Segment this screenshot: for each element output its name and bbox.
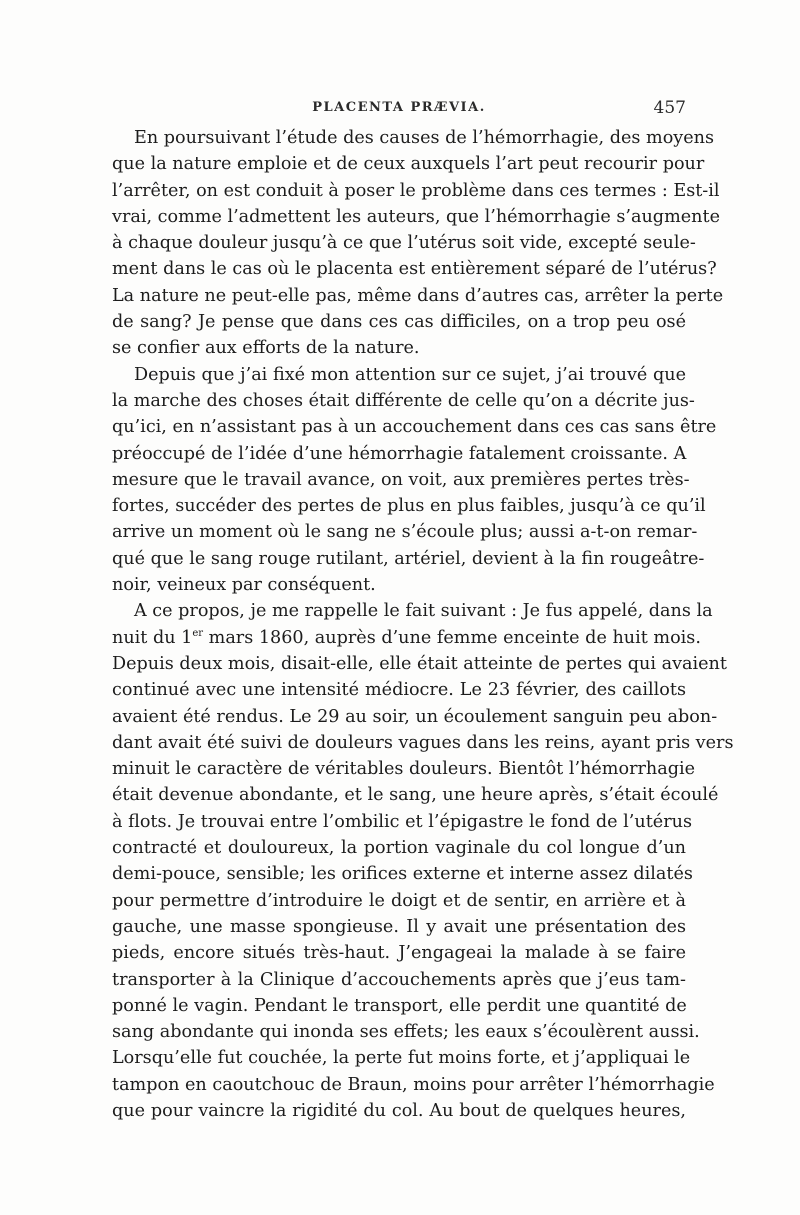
text-line: était devenue abondante, et le sang, une heure après, s’était écoulé: [112, 785, 719, 806]
running-title: PLACENTA PRÆVIA.: [312, 100, 486, 115]
text-fragment: mars 1860, auprès d’une femme enceinte de huit mois.: [203, 627, 701, 648]
text-line: l’arrêter, on est conduit à poser le problème dans ces termes : Est-il: [112, 180, 720, 201]
text-line: Depuis que j’ai fixé mon attention sur ce sujet, j’ai trouvé que: [134, 364, 686, 385]
text-line: avaient été rendus. Le 29 au soir, un écoulement sanguin peu abon-: [112, 706, 718, 727]
text-line: dant avait été suivi de douleurs vagues dans les reins, ayant pris vers: [112, 732, 734, 753]
text-line: de sang? Je pense que dans ces cas difficiles, on a trop peu osé: [112, 312, 686, 333]
text-fragment: nuit du 1: [112, 627, 193, 648]
text-line: En poursuivant l’étude des causes de l’hémorrhagie, des moyens: [134, 128, 715, 148]
text-line: pour permettre d’introduire le doigt et de sentir, en arrière et à: [112, 890, 686, 911]
text-line: sang abondante qui inonda ses effets; les eaux s’écoulèrent aussi.: [112, 1022, 700, 1043]
text-line: gauche, une masse spongieuse. Il y avait une présentation des: [112, 916, 686, 937]
body-text: [112, 125, 734, 1124]
text-line: minuit le caractère de véritables douleurs. Bientôt l’hémorrhagie: [112, 759, 696, 780]
text-line: tampon en caoutchouc de Braun, moins pour arrêter l’hémorrhagie: [112, 1074, 715, 1095]
page-number: 457: [653, 98, 686, 118]
text-line: vrai, comme l’admettent les auteurs, que l’hémorrhagie s’augmente: [112, 206, 720, 227]
running-head: [112, 100, 686, 120]
text-line: transporter à la Clinique d’accouchements après que j’eus tam-: [112, 969, 686, 990]
text-line: A ce propos, je me rappelle le fait suivant : Je fus appelé, dans la: [134, 601, 713, 622]
text-line: qué que le sang rouge rutilant, artériel, devient à la fin rougeâtre-: [112, 548, 705, 569]
text-line: que pour vaincre la rigidité du col. Au bout de quelques heures,: [112, 1100, 686, 1121]
text-line: se confier aux efforts de la nature.: [112, 338, 420, 359]
text-line: demi-pouce, sensible; les orifices externe et interne assez dilatés: [112, 864, 693, 885]
text-line: continué avec une intensité médiocre. Le 23 février, des caillots: [112, 680, 686, 701]
text-line: préoccupé de l’idée d’une hémorrhagie fatalement croissante. A: [112, 443, 687, 464]
text-line: qu’ici, en n’assistant pas à un accouchement dans ces cas sans être: [112, 417, 717, 438]
text-line: pieds, encore situés très-haut. J’engageai la malade à se faire: [112, 943, 686, 964]
text-line: la marche des choses était différente de celle qu’on a décrite jus-: [112, 390, 695, 411]
text-line: Depuis deux mois, disait-elle, elle était atteinte de pertes qui avaient: [112, 653, 727, 674]
text-line: mesure que le travail avance, on voit, aux premières pertes très-: [112, 469, 690, 490]
text-line: à flots. Je trouvai entre l’ombilic et l’épigastre le fond de l’utérus: [112, 811, 692, 832]
text-line: que la nature emploie et de ceux auxquels l’art peut recourir pour: [112, 154, 705, 175]
text-line: noir, veineux par conséquent.: [112, 575, 376, 596]
text-line: fortes, succéder des pertes de plus en plus faibles, jusqu’à ce qu’il: [112, 496, 706, 517]
text-line: ment dans le cas où le placenta est entièrement séparé de l’utérus?: [112, 259, 717, 280]
superscript: er: [192, 627, 204, 639]
text-line: La nature ne peut-elle pas, même dans d’autres cas, arrêter la perte: [112, 285, 724, 306]
text-line: à chaque douleur jusqu’à ce que l’utérus soit vide, excepté seule-: [112, 233, 696, 254]
text-line: arrive un moment où le sang ne s’écoule plus; aussi a-t-on remar-: [112, 522, 698, 543]
text-line: [112, 625, 701, 651]
text-line: ponné le vagin. Pendant le transport, elle perdit une quantité de: [112, 995, 687, 1016]
text-line: contracté et douloureux, la portion vaginale du col longue d’un: [112, 838, 686, 859]
text-line: Lorsqu’elle fut couchée, la perte fut moins forte, et j’appliquai le: [112, 1048, 691, 1069]
